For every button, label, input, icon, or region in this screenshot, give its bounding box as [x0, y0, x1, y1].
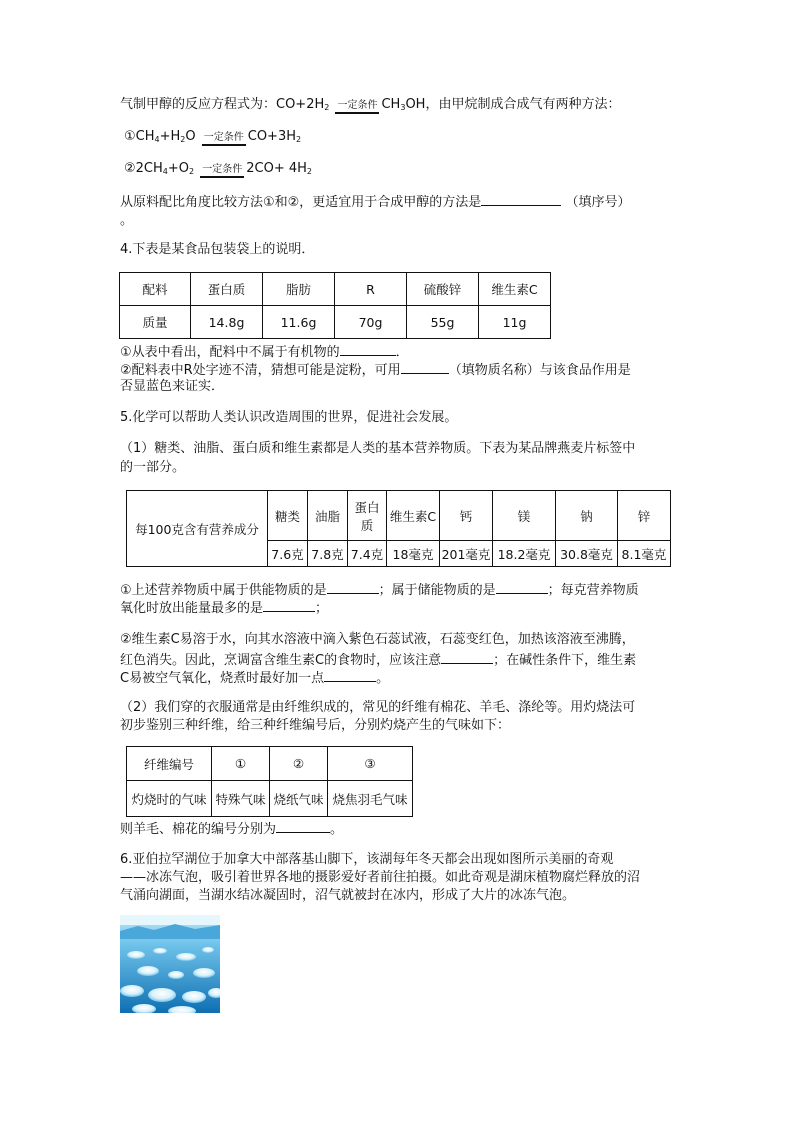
question-5-title: 5.化学可以帮助人类认识改造周围的世界，促进社会发展。	[120, 410, 458, 425]
frozen-bubbles-photo	[120, 915, 220, 1013]
question-6-text: 6.亚伯拉罕湖位于加拿大中部落基山脚下，该湖每年冬天都会出现如图所示美丽的奇观	[120, 852, 614, 867]
answer-blank[interactable]	[481, 192, 561, 206]
ingredient-table	[119, 272, 551, 339]
table-header-row: 配料 蛋白质 脂肪 R 硫酸锌 维生素C	[120, 273, 551, 306]
equation-text: 气制甲醇的反应方程式为：CO+2H	[120, 97, 325, 112]
answer-blank[interactable]	[276, 819, 330, 833]
answer-blank[interactable]	[324, 668, 376, 682]
q5-sub-1: ①上述营养物质中属于供能物质的是 ；属于储能物质的是 ；每克营养物质	[120, 580, 639, 600]
reaction-condition: 一定条件	[333, 101, 381, 114]
compare-line: 从原料配比角度比较方法①和②，更适宜用于合成甲醇的方法是 （填序号）	[120, 192, 630, 212]
answer-blank[interactable]	[263, 598, 315, 612]
table-row: 灼烧时的气味 特殊气味 烧纸气味 烧焦羽毛气味	[127, 781, 413, 817]
equation-line: 气制甲醇的反应方程式为：$CO+2H_2$ 一定条件 $CH_3OH$，由甲烷制成合成气有两种方法：	[120, 97, 621, 112]
table-row: 质量 14.8g 11.6g 70g 55g 11g	[120, 306, 551, 339]
q4-part-1: ①从表中看出，配料中不属于有机物的 ．	[120, 342, 409, 362]
reaction-condition: 一定条件	[200, 133, 248, 146]
nutrition-table	[126, 490, 671, 567]
method-2: $②2CH_4+O_2$ 一定条件 $2CO+ 4H_2$	[124, 161, 312, 176]
reaction-condition: 一定条件	[198, 165, 246, 178]
fiber-table	[126, 746, 413, 817]
table-header-row: 每100克含有营养成分 糖类 油脂 蛋白质 维生素C 钙 镁 钠 锌	[127, 491, 671, 541]
document-page: 气制甲醇的反应方程式为：$CO+2H_2$ 一定条件 $CH_3OH$，由甲烷制成合成气有两种方法： $①CH_4+H_2O$ 一定条件 $CO+3H_2$ $②2CH_4+O_2$ 一定条件 $2CO+ 4H_2$ 从原料配比角度比较方法①和②，更适宜用于合成甲醇的方法是 （填序号） 。 4.下表是某食品包装袋上的说明． 配料 蛋白质 脂肪 R 硫酸锌 维生素C 质量 14.8g 11.6g 70g 55g 11g ①从表中看出，配料中不属于有机物的 ． ②配料表中R处字迹不清，猜想可能是淀粉，可用 （填物质名称）与该食品作用是 否显蓝色来证实． 5.化学可以帮助人类认识改造周围的世界，促进社会发展。 （1）糖类、油脂、蛋白质和维生素都是人类的基本营养物质。下表为某品牌燕麦片标签中 的一部分。 每100克含有营养成分 糖类 油脂 蛋白质 维生素C 钙 镁 钠 锌 7.6克 7.8克 7.4克 18毫克 201毫克 18.2毫克 30.8毫克 8.1毫克 ①上述营养物质中属于供能物质的是 ；属于储能物质的是 ；每克营养物质 氧化时放出能量最多的是 ； ②维生素C易溶于水，向其水溶液中滴入紫色石蕊试液，石蕊变红色，加热该溶液至沸腾， 红色消失。因此，烹调富含维生素C的食物时，应该注意 ；在碱性条件下，维生素 C易被空气氧化，烧煮时最好加一点 。 （2）我们穿的衣服通常是由纤维织成的，常见的纤维有棉花、羊毛、涤纶等。用灼烧法可 初步鉴别三种纤维，给三种纤维编号后，分别灼烧产生的气味如下： 纤维编号 ① ② ③ 灼烧时的气味 特殊气味 烧纸气味 烧焦羽毛气味 则羊毛、棉花的编号分别为 。 6.亚伯拉罕湖位于加拿大中部落基山脚下，该湖每年冬天都会出现如图所示美丽的奇观 ——冰冻气泡，吸引着世界各地的摄影爱好者前往拍摄。如此奇观是湖床植物腐烂释放的沼 气涌向湖面，当湖水结冰凝固时，沼气就被封在冰内，形成了大片的冰冻气泡。	[0, 0, 794, 1123]
answer-blank[interactable]	[327, 580, 379, 594]
answer-blank[interactable]	[441, 650, 493, 664]
table-header-row: 纤维编号 ① ② ③	[127, 747, 413, 781]
table-row: 7.6克 7.8克 7.4克 18毫克 201毫克 18.2毫克 30.8毫克 8.1毫克	[127, 541, 671, 567]
q5-answer-line: 则羊毛、棉花的编号分别为 。	[120, 819, 343, 839]
question-4-title: 4.下表是某食品包装袋上的说明．	[120, 242, 315, 257]
answer-blank[interactable]	[401, 360, 449, 374]
q4-part-2: ②配料表中R处字迹不清，猜想可能是淀粉，可用 （填物质名称）与该食品作用是	[120, 360, 631, 380]
q5-sub-2: ②维生素C易溶于水，向其水溶液中滴入紫色石蕊试液，石蕊变红色，加热该溶液至沸腾，	[120, 632, 635, 647]
method-1: $①CH_4+H_2O$ 一定条件 $CO+3H_2$	[124, 129, 302, 144]
answer-blank[interactable]	[340, 342, 396, 356]
answer-blank[interactable]	[496, 580, 548, 594]
